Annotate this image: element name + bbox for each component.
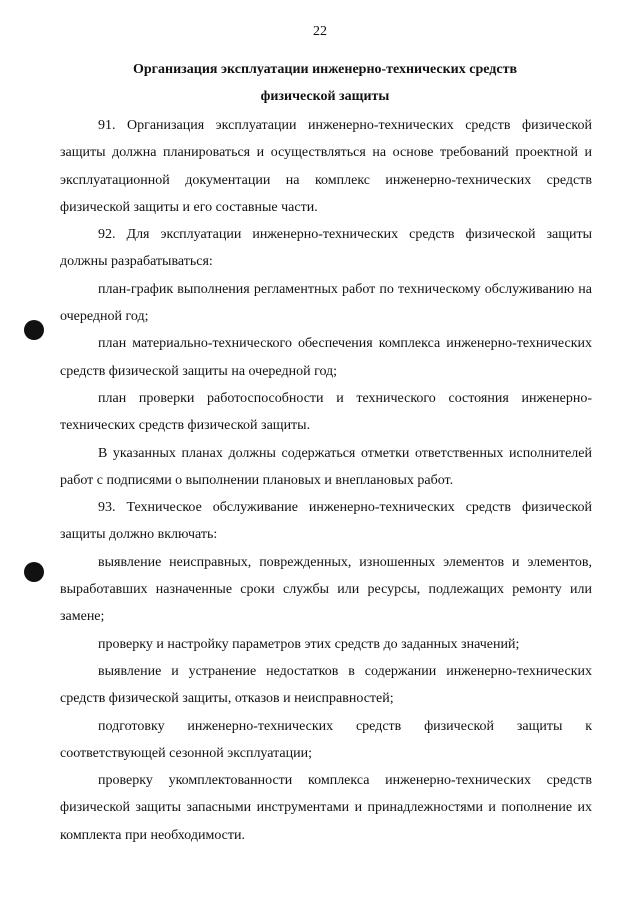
section-title-line-1: Организация эксплуатации инженерно-технических средств <box>132 62 518 77</box>
paragraph: план-график выполнения регламентных работ по техническому обслуживанию на очередной год; <box>60 281 592 325</box>
paragraph: проверку укомплектованности комплекса инженерно-технических средств физической защиты запасными инструментами и принадлежностями и пополнение их комплекта при необходимости. <box>60 773 592 843</box>
paragraph: проверку и настройку параметров этих средств до заданных значений; <box>98 636 520 652</box>
page-number: 22 <box>313 24 327 39</box>
hole-punch-mark <box>24 562 44 582</box>
hole-punch-mark <box>24 320 44 340</box>
paragraph: план материально-технического обеспечения комплекса инженерно-технических средств физической защиты на очередной год; <box>60 336 592 379</box>
section-title <box>60 56 590 110</box>
paragraph: 93. Техническое обслуживание инженерно-технических средств физической защиты должно включать: <box>60 500 592 543</box>
paragraph: выявление и устранение недостатков в содержании инженерно-технических средств физической защиты, отказов и неисправностей; <box>60 663 592 707</box>
paragraph: 92. Для эксплуатации инженерно-технических средств физической защиты должны разрабатываться: <box>60 227 592 270</box>
paragraph: план проверки работоспособности и технического состояния инженерно-технических средств физической защиты. <box>60 390 592 434</box>
document-body <box>60 112 592 849</box>
paragraph: подготовку инженерно-технических средств физической защиты к соответствующей сезонной эксплуатации; <box>60 718 592 761</box>
paragraph: В указанных планах должны содержаться отметки ответственных исполнителей работ с подписями о выполнении плановых и внеплановых работ. <box>60 445 592 488</box>
section-title-line-2: физической защиты <box>260 89 390 104</box>
paragraph: выявление неисправных, поврежденных, изношенных элементов и элементов, выработавших назначенные сроки службы или ресурсы, подлежащих ремонту или замене; <box>60 554 592 625</box>
paragraph: 91. Организация эксплуатации инженерно-технических средств физической защиты должна планироваться и осуществляться на основе требований проектной и эксплуатационной документации на комплекс инженерно-технических средств физической защиты и его составные части. <box>60 118 592 215</box>
